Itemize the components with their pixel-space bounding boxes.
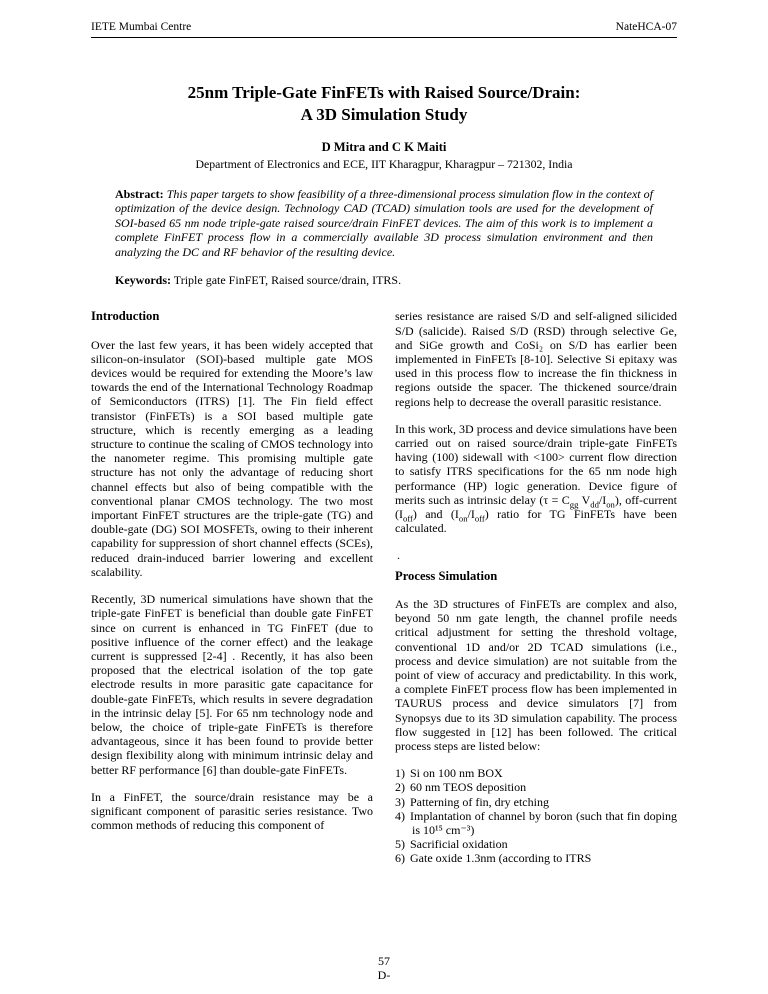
keywords <box>115 273 653 287</box>
keywords-text: Triple gate FinFET, Raised source/drain, ITRS. <box>173 273 402 288</box>
list-item-text: 60 nm TEOS deposition <box>410 780 527 795</box>
process-paragraph-1: As the 3D structures of FinFETs are complex and also, beyond 50 nm gate length, the channel profile needs critical adjustment for setting the threshold voltage, conventional 1D and/or 2D TCAD simulations (i.e., process and device simulation) are not suitable from the point of view of accuracy and predictability. In this work, a complete FinFET process flow has been implemented in TAURUS process and device simulators [7] from Synopsys due to its 3D simulation capability. The process flow suggested in [12] has been followed. The critical process steps are listed below: <box>395 596 677 753</box>
page-number: 57 <box>378 954 390 968</box>
list-item-text: Implantation of channel by boron (such that fin doping is 10¹⁵ cm⁻³) <box>410 808 677 837</box>
list-item <box>395 837 677 851</box>
process-steps-list <box>395 766 677 865</box>
list-item-number: 3) <box>395 794 405 809</box>
list-item-text: Sacrificial oxidation <box>410 837 508 852</box>
page-footer <box>0 954 768 982</box>
list-item-number: 2) <box>395 780 405 795</box>
header-right-text: NateHCA-07 <box>615 21 677 33</box>
right-paragraph-1: series resistance are raised S/D and self-aligned silicided S/D (salicide). Raised S/D (RSD) through selective Ge, and SiGe growth and CoSi₂ on S/D has earlier been implemented in FinFETs [8-10]. Selective Si epitaxy was used in this process flow to increase the fin thickness in regions outside the spacer. The thickened source/drain regions help to decrease the overall parasitic resistance. <box>395 309 677 409</box>
intro-paragraph-3: In a FinFET, the source/drain resistance may be a significant component of parasitic series resistance. Two common methods of reducing this component of <box>91 789 373 833</box>
title-line-2: A 3D Simulation Study <box>300 105 468 124</box>
list-item <box>395 809 677 837</box>
list-item <box>395 766 677 780</box>
right-paragraph-2: In this work, 3D process and device simulations have been carried out on raised source/drain triple-gate FinFETs having (100) sidewall with <100> current flow direction to satisfy ITRS specifications for the 65 nm node high performance (HP) logic generation. Device figure of merits such as intrinsic delay ($\tau = C_{gg}$ $V_{dd}/I_{on}$), off-current $(I_{off})$ and $(I_{on}/I_{off})$ ratio for TG FinFETs have been calculated. <box>395 421 677 536</box>
intro-paragraph-1: Over the last few years, it has been widely accepted that silicon-on-insulator (SOI)-based multiple gate MOS devices would be required for extending the Moore’s law towards the end of the International Technology Roadmap of Semiconductors (ITRS) [1]. The Fin field effect transistor (FinFETs) is a SOI based multiple gate structure, which is recently emerging as a leading structure to continue the scaling of CMOS technology into the nanometer regime. This promising multiple gate structure has not only the advantage of reducing short channel effects but also of being compatible with the conventional planar CMOS technology. The two most important FinFET structures are the triple-gate (TG) and double-gate (DG) SOI MOSFETs, owing to their inherent capability for suppression of short channel effects (SCEs), reduced drain-induced barrier lowering and excellent scalability. <box>91 337 373 579</box>
paper-title <box>91 82 677 126</box>
authors: D Mitra and C K Maiti <box>321 140 447 154</box>
intro-paragraph-2: Recently, 3D numerical simulations have shown that the triple-gate FinFET is beneficial than double gate FinFET since on current is enhanced in TG FinFET (due to positive influence of the corner effect) and the leakage current is suppressed [2-4] . Recently, it has also been proposed that the electrical isolation of the top gate electrode results in more parasitic gate capacitance for double-gate FinFETs, which results in severe degradation in the intrinsic delay [5]. For 65 nm technology node and below, the choice of triple-gate FinFETs is therefore advantageous, since it has been found to provide better design flexibility along with minimum intrinsic delay and better RF performance [6] than double-gate FinFETs. <box>91 592 373 777</box>
title-line-1: 25nm Triple-Gate FinFETs with Raised Source/Drain: <box>187 83 581 102</box>
page-header <box>91 20 677 38</box>
list-item-number: 6) <box>395 851 405 866</box>
two-column-body <box>91 309 677 865</box>
list-item-text: Si on 100 nm BOX <box>410 766 503 781</box>
abstract-text: This paper targets to show feasibility of a three-dimensional process simulation flow in the context of optimization of the device design. Technology CAD (TCAD) simulation tools are used for the development of SOI-based 65 nm node triple-gate raised source/drain FinFET devices. The aim of this work is to implement a complete FinFET process flow in a commercially available 3D process simulation environment and then analyzing the DC and RF behavior of the resulting device. <box>115 187 653 259</box>
list-item <box>395 795 677 809</box>
list-item <box>395 851 677 865</box>
list-item <box>395 780 677 794</box>
stray-period: . <box>397 548 400 563</box>
list-item-text: Gate oxide 1.3nm (according to ITRS <box>410 851 592 866</box>
footer-note: D- <box>377 968 391 982</box>
abstract-label: Abstract: <box>115 187 164 201</box>
header-left-text: IETE Mumbai Centre <box>91 21 192 33</box>
affiliation: Department of Electronics and ECE, IIT Kharagpur, Kharagpur – 721302, India <box>195 157 573 171</box>
section-heading-introduction: Introduction <box>91 309 160 324</box>
right-column <box>395 309 677 865</box>
list-item-number: 4) <box>395 808 405 823</box>
section-heading-process-simulation: Process Simulation <box>395 568 498 583</box>
list-item-number: 1) <box>395 766 405 781</box>
abstract <box>115 187 653 259</box>
list-item-number: 5) <box>395 837 405 852</box>
left-column <box>91 309 373 865</box>
list-item-text: Patterning of fin, dry etching <box>410 794 549 809</box>
keywords-label: Keywords: <box>115 273 171 288</box>
